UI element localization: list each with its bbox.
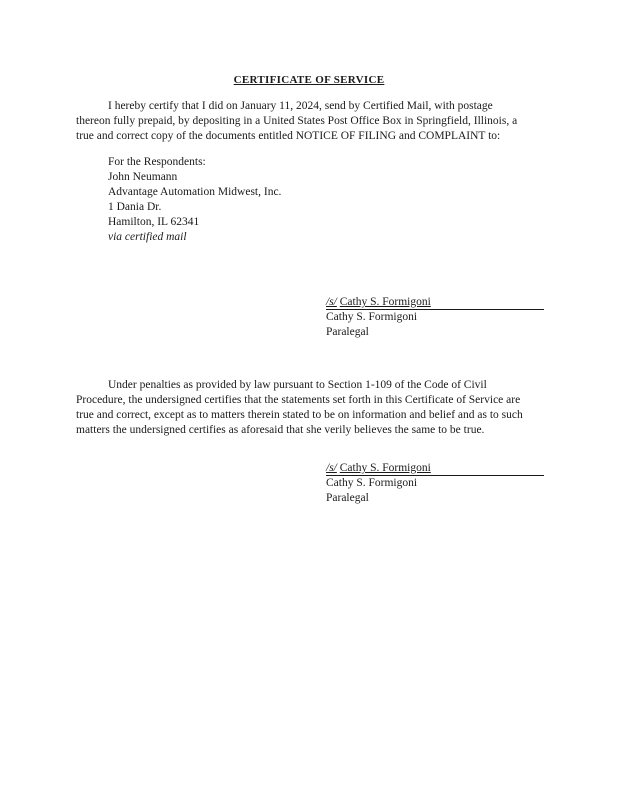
paragraph-line: Under penalties as provided by law pursuant to Section 1-109 of the Code of Civil <box>108 379 487 391</box>
recipient-street: 1 Dania Dr. <box>108 201 162 213</box>
signature-block <box>326 295 546 340</box>
signature-slash: /s/ <box>326 462 337 474</box>
signature-block <box>326 461 546 506</box>
signature-slash: /s/ <box>326 296 337 308</box>
signature-line <box>326 295 544 310</box>
signature-name: Cathy S. Formigoni <box>339 462 431 474</box>
signer-role: Paralegal <box>326 326 369 338</box>
signature-name: Cathy S. Formigoni <box>339 296 431 308</box>
signer-printed-name: Cathy S. Formigoni <box>326 477 418 489</box>
paragraph-line: true and correct, except as to matters therein stated to be on information and belief and as to such <box>76 409 523 421</box>
paragraph-line: I hereby certify that I did on January 11, 2024, send by Certified Mail, with postage <box>108 100 493 112</box>
certification-paragraph <box>76 99 544 144</box>
verification-paragraph <box>76 378 544 438</box>
document-title: CERTIFICATE OF SERVICE <box>233 74 385 86</box>
paragraph-line: true and correct copy of the documents entitled NOTICE OF FILING and COMPLAINT to: <box>76 130 501 142</box>
signer-role: Paralegal <box>326 492 369 504</box>
signature-line <box>326 461 544 476</box>
recipient-block <box>108 155 408 245</box>
recipient-company: Advantage Automation Midwest, Inc. <box>108 186 282 198</box>
paragraph-line: Procedure, the undersigned certifies that the statements set forth in this Certificate of Service are <box>76 394 521 406</box>
signer-printed-name: Cathy S. Formigoni <box>326 311 418 323</box>
paragraph-line: matters the undersigned certifies as aforesaid that she verily believes the same to be true. <box>76 424 485 436</box>
paragraph-line: thereon fully prepaid, by depositing in a United States Post Office Box in Springfield, Illinois, a <box>76 115 518 127</box>
delivery-method: via certified mail <box>108 231 187 243</box>
recipient-city: Hamilton, IL 62341 <box>108 216 200 228</box>
recipient-name: John Neumann <box>108 171 178 183</box>
recipient-heading: For the Respondents: <box>108 156 206 168</box>
